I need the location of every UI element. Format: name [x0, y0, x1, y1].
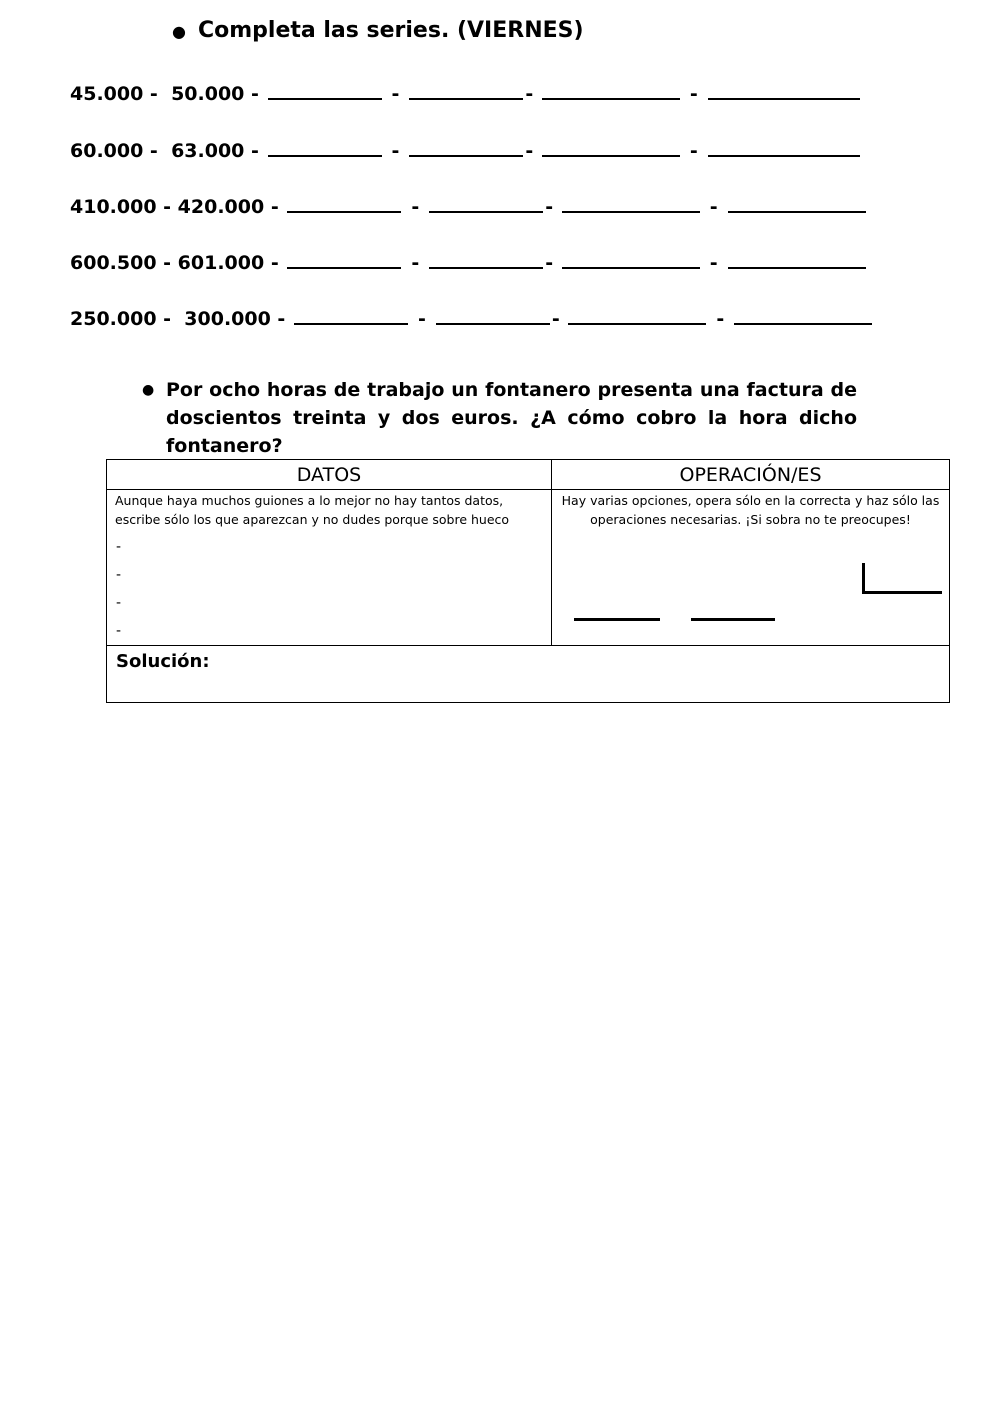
datos-cell[interactable]	[107, 490, 552, 646]
dash-item[interactable]: -	[116, 539, 122, 555]
operation-line	[691, 618, 775, 621]
bullet-icon: ●	[172, 21, 186, 41]
series-row: 45.000 - 50.000 - - - -	[70, 78, 862, 108]
blank-1[interactable]	[268, 135, 382, 157]
dash-item[interactable]: -	[116, 623, 122, 639]
datos-header: DATOS	[107, 460, 552, 490]
series-second: 50.000 -	[171, 83, 259, 105]
series-row: 250.000 - 300.000 - - - -	[70, 303, 874, 333]
series-first: 60.000 -	[70, 140, 158, 162]
division-bracket-icon	[862, 563, 865, 593]
blank-1[interactable]	[287, 191, 401, 213]
blank-1[interactable]	[294, 303, 408, 325]
blank-4[interactable]	[728, 247, 866, 269]
series-second: 63.000 -	[171, 140, 259, 162]
series-row: 60.000 - 63.000 - - - -	[70, 135, 862, 165]
blank-3[interactable]	[568, 303, 706, 325]
series-second: 420.000 -	[177, 196, 279, 218]
series-row: 600.500 - 601.000 - - - -	[70, 247, 868, 277]
series-second: 601.000 -	[177, 252, 279, 274]
dash-list	[116, 533, 551, 645]
blank-2[interactable]	[429, 191, 543, 213]
blank-4[interactable]	[728, 191, 866, 213]
operaciones-cell[interactable]	[552, 490, 950, 646]
solution-cell[interactable]	[107, 646, 950, 703]
solution-label: Solución:	[116, 651, 210, 672]
series-first: 250.000 -	[70, 308, 172, 330]
series-first: 45.000 -	[70, 83, 158, 105]
series-first: 410.000 -	[70, 196, 172, 218]
blank-3[interactable]	[542, 78, 680, 100]
work-table	[106, 459, 950, 703]
problem-text: Por ocho horas de trabajo un fontanero presenta una factura de doscientos treinta y dos euros. ¿A cómo cobro la hora dicho fontanero?	[166, 379, 857, 457]
operation-line	[574, 618, 660, 621]
datos-note: Aunque haya muchos guiones a lo mejor no hay tantos datos, escribe sólo los que aparezcan y no dudes porque sobre hueco	[115, 493, 510, 527]
worksheet-title	[172, 18, 584, 43]
operaciones-note: Hay varias opciones, opera sólo en la correcta y haz sólo las operaciones necesarias. ¡Si sobra no te preocupes!	[561, 493, 940, 527]
blank-2[interactable]	[409, 78, 523, 100]
series-row: 410.000 - 420.000 - - - -	[70, 191, 868, 221]
blank-2[interactable]	[429, 247, 543, 269]
bullet-icon: ●	[142, 382, 155, 398]
blank-2[interactable]	[436, 303, 550, 325]
operaciones-header: OPERACIÓN/ES	[552, 460, 950, 490]
series-second: 300.000 -	[184, 308, 286, 330]
blank-2[interactable]	[409, 135, 523, 157]
blank-4[interactable]	[708, 78, 860, 100]
blank-1[interactable]	[287, 247, 401, 269]
blank-3[interactable]	[562, 247, 700, 269]
series-first: 600.500 -	[70, 252, 172, 274]
blank-3[interactable]	[562, 191, 700, 213]
blank-4[interactable]	[708, 135, 860, 157]
dash-item[interactable]: -	[116, 595, 122, 611]
dash-item[interactable]: -	[116, 567, 122, 583]
blank-3[interactable]	[542, 135, 680, 157]
blank-4[interactable]	[734, 303, 872, 325]
word-problem	[142, 376, 857, 460]
division-bracket-line	[862, 591, 942, 594]
blank-1[interactable]	[268, 78, 382, 100]
title-text: Completa las series. (VIERNES)	[197, 18, 584, 43]
